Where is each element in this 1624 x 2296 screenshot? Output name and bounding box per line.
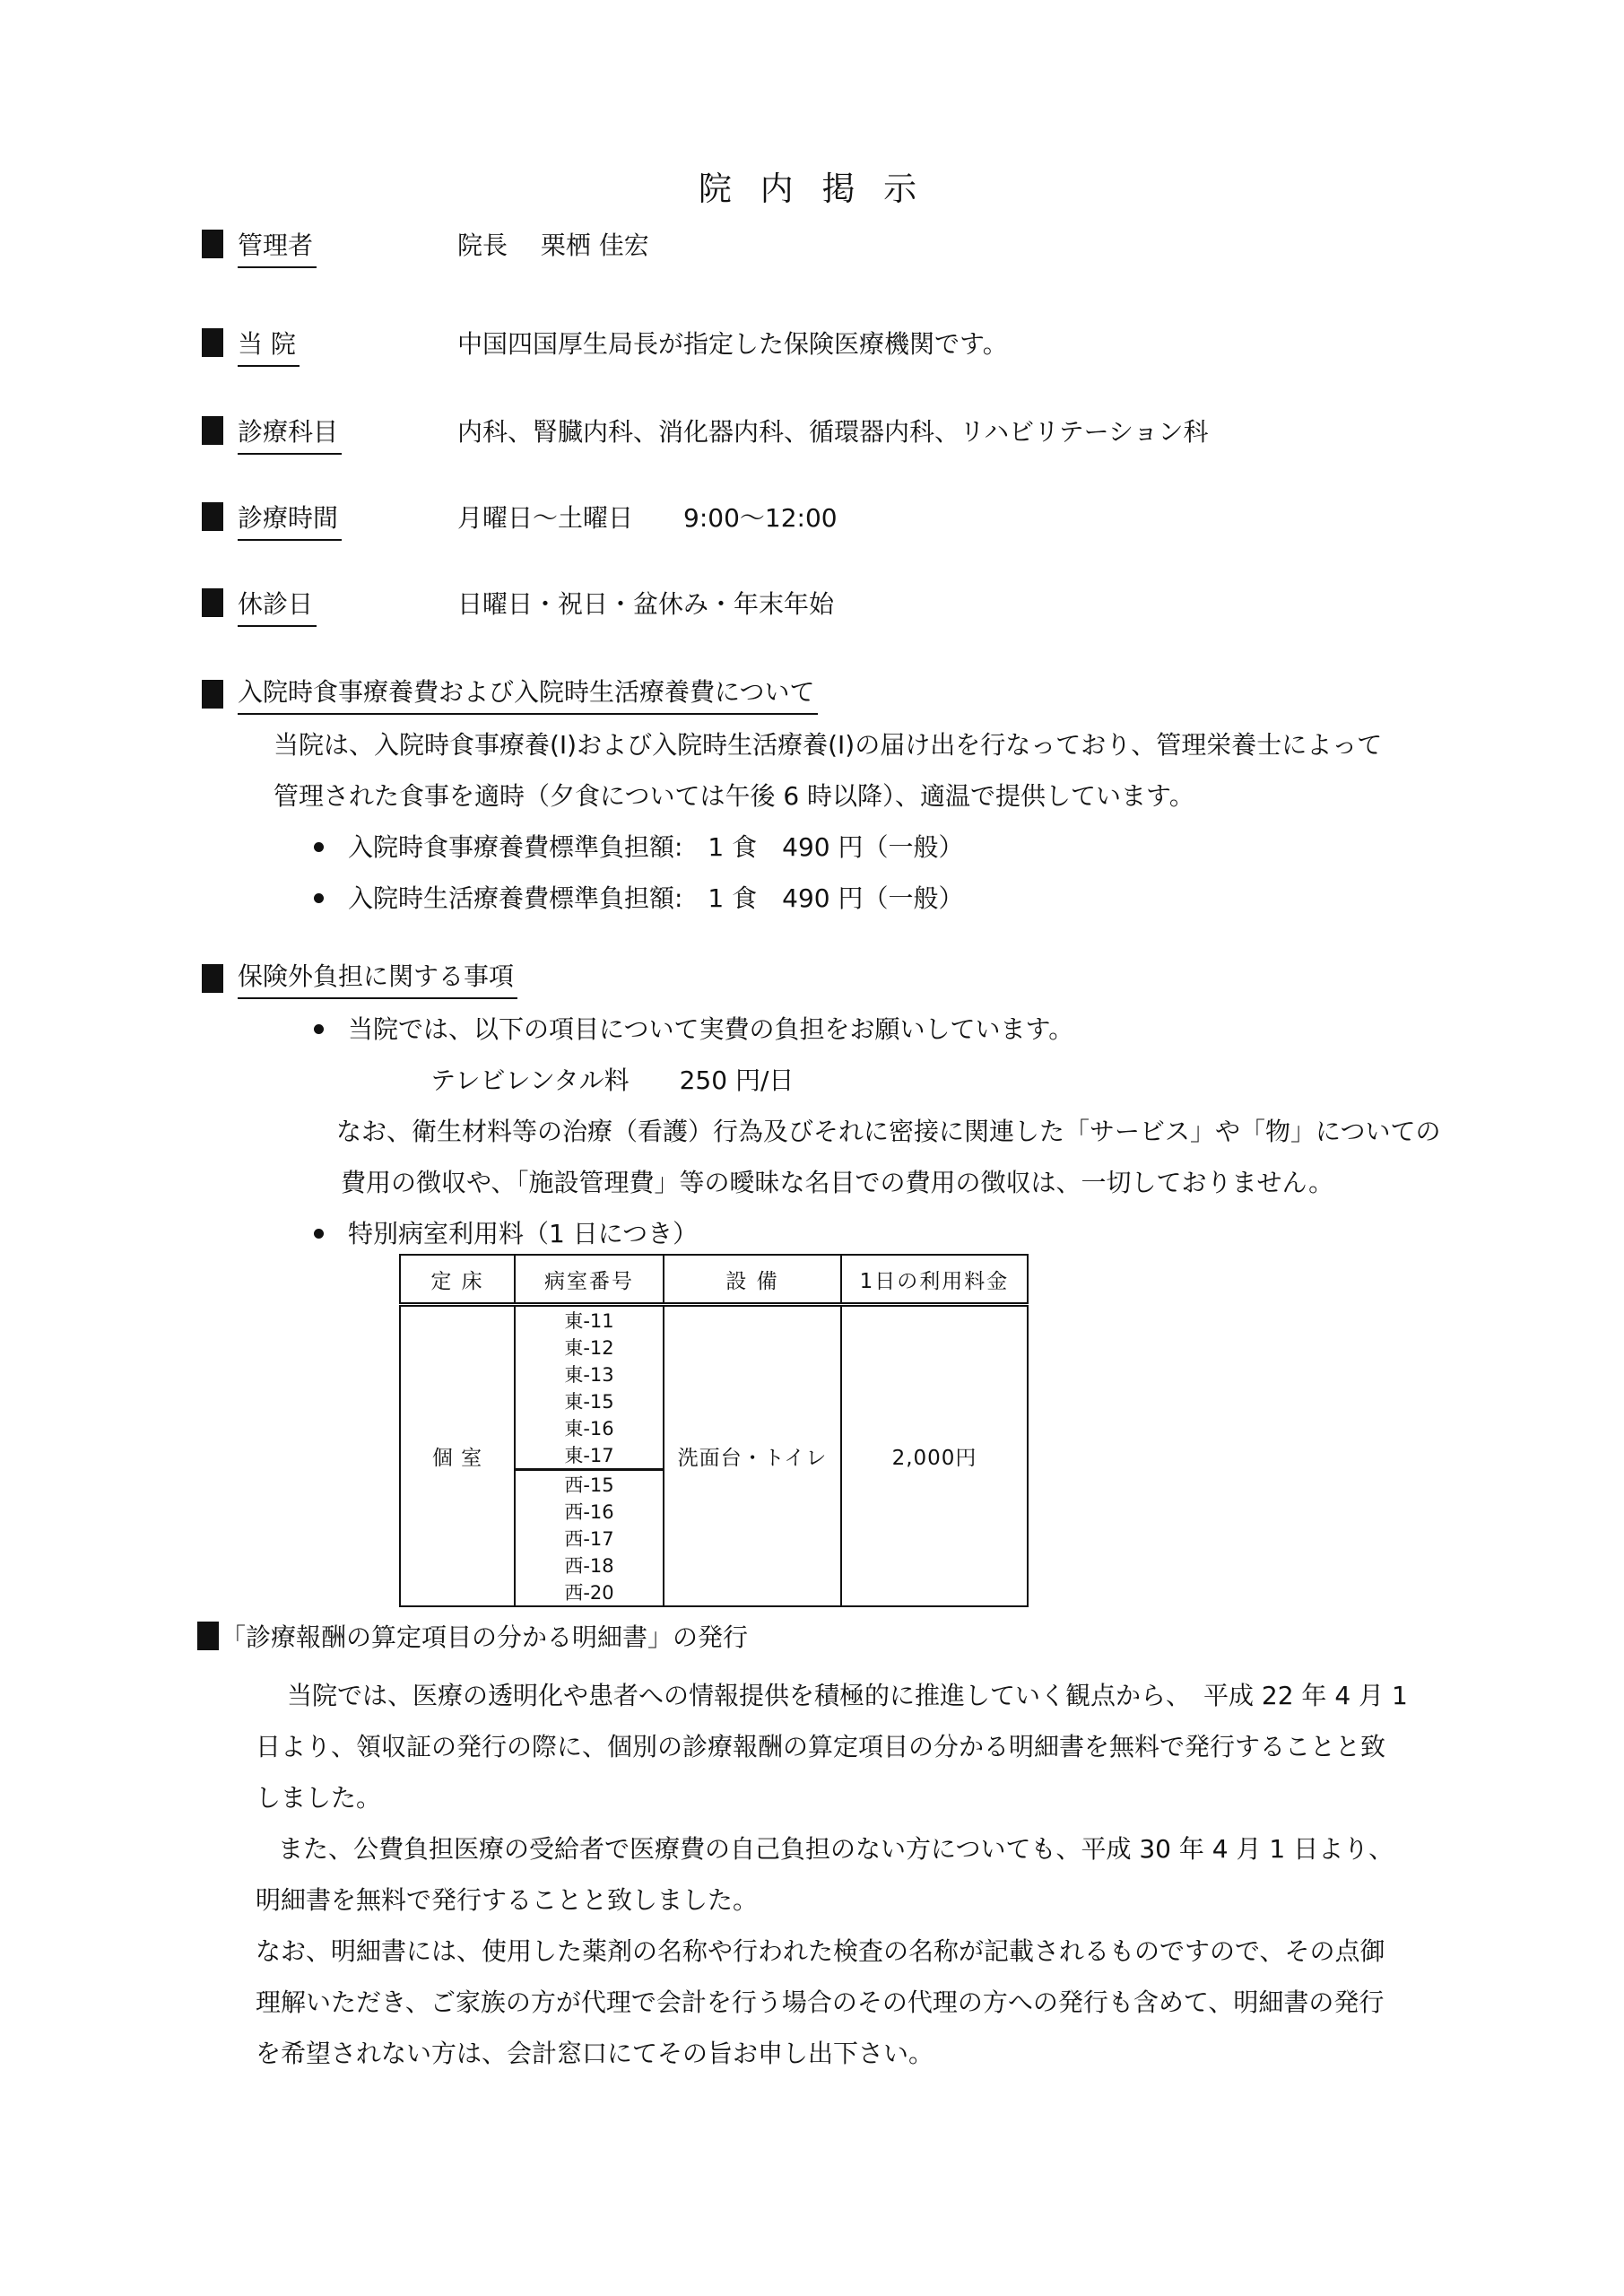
- square-bullet-icon: [202, 416, 223, 445]
- paragraph-line: なお、明細書には、使用した薬剤の名称や行われた検査の名称が記載されるものですので、その点御: [256, 1936, 1385, 1966]
- meal-fee-section: [202, 668, 1382, 924]
- paragraph-line: 管理された食事を適時（夕食については午後 6 時以降）、適温で提供しています。: [274, 781, 1194, 811]
- col-header-daily-fee: 1日の利用料金: [841, 1255, 1028, 1305]
- paragraph-line: 理解いただき、ご家族の方が代理で会計を行う場合のその代理の方への発行も含めて、明細書の発行: [256, 1987, 1385, 2017]
- page-title: 院 内 掲 示: [698, 170, 926, 208]
- square-bullet-icon: [202, 502, 223, 531]
- room-number-cell: 西-20: [515, 1578, 664, 1606]
- tv-rental-line: テレビレンタル料 250 円/日: [430, 1065, 795, 1095]
- bullet-dot-icon: [314, 842, 324, 852]
- paragraph-line: 当院は、入院時食事療養(I)および入院時生活療養(I)の届け出を行なっており、管理栄養士によって: [274, 730, 1383, 760]
- room-number-cell: 東-15: [515, 1387, 664, 1414]
- info-label: 診療科目: [238, 413, 457, 455]
- special-room-fee-table: [399, 1254, 1029, 1607]
- col-header-bed-type: 定 床: [400, 1255, 515, 1305]
- paragraph-line: また、公費負担医療の受給者で医療費の自己負担のない方についても、平成 30 年 4 月 1 日より、: [278, 1834, 1394, 1864]
- statement-section: [197, 1610, 1408, 2079]
- info-value: 中国四国厚生局長が指定した保険医療機関です。: [457, 329, 1008, 359]
- square-bullet-icon: [197, 1622, 219, 1650]
- room-number-cell: 東-16: [515, 1414, 664, 1441]
- paragraph-line: を希望されない方は、会計窓口にてその旨お申し出下さい。: [256, 2039, 934, 2068]
- square-bullet-icon: [202, 964, 223, 993]
- meal-fee-bullet: 入院時生活療養費標準負担額: 1 食 490 円（一般）: [202, 873, 1382, 924]
- daily-fee-cell: 2,000円: [841, 1305, 1028, 1607]
- paragraph-line: しました。: [256, 1783, 382, 1813]
- bullet-dot-icon: [314, 1229, 324, 1239]
- extra-fee-bullet: 当院では、以下の項目について実費の負担をお願いしています。: [202, 1004, 1440, 1055]
- extra-fee-heading: 保険外負担に関する事項: [202, 952, 1440, 1004]
- bullet-dot-icon: [314, 1024, 324, 1034]
- info-label: 管理者: [238, 226, 457, 268]
- info-row-hospital: [202, 325, 1547, 367]
- info-label: 当 院: [238, 325, 457, 367]
- room-number-cell: 西-17: [515, 1525, 664, 1552]
- square-bullet-icon: [202, 230, 223, 258]
- bed-type-cell: 個 室: [400, 1305, 515, 1607]
- info-row-manager: [202, 226, 1547, 268]
- info-row-hours: [202, 499, 1547, 541]
- extra-fee-section: [202, 952, 1440, 1259]
- info-value: 内科、腎臓内科、消化器内科、循環器内科、リハビリテーション科: [457, 417, 1209, 447]
- room-number-cell: 西-16: [515, 1498, 664, 1525]
- paragraph-line: 費用の徴収や、「施設管理費」等の曖昧な名目での費用の徴収は、一切しておりません。: [341, 1168, 1334, 1197]
- info-value: 院長 栗栖 佳宏: [457, 230, 649, 260]
- room-number-cell: 西-18: [515, 1552, 664, 1578]
- square-bullet-icon: [202, 328, 223, 357]
- paragraph-line: 日より、領収証の発行の際に、個別の診療報酬の算定項目の分かる明細書を無料で発行することと致: [256, 1732, 1386, 1761]
- room-number-cell: 西-15: [515, 1470, 664, 1499]
- table-header-row: [400, 1255, 1028, 1305]
- info-row-departments: [202, 413, 1547, 455]
- square-bullet-icon: [202, 680, 223, 709]
- info-value: 月曜日～土曜日 9:00～12:00: [457, 503, 838, 533]
- room-number-cell: 東-17: [515, 1441, 664, 1470]
- meal-fee-bullet: 入院時食事療養費標準負担額: 1 食 490 円（一般）: [202, 822, 1382, 873]
- col-header-facility: 設 備: [664, 1255, 841, 1305]
- room-number-cell: 東-11: [515, 1305, 664, 1335]
- statement-heading: 「診療報酬の算定項目の分かる明細書」の発行: [197, 1610, 1408, 1661]
- bullet-dot-icon: [314, 893, 324, 903]
- paragraph-line: 当院では、医療の透明化や患者への情報提供を積極的に推進していく観点から、 平成 22 年 4 月 1: [287, 1681, 1408, 1710]
- paragraph-line: 明細書を無料で発行することと致しました。: [256, 1885, 759, 1915]
- info-label: 休診日: [238, 585, 457, 627]
- table-row: [400, 1305, 1028, 1335]
- info-label: 診療時間: [238, 499, 457, 541]
- special-room-bullet: 特別病室利用料（1 日につき）: [202, 1208, 1440, 1259]
- info-value: 日曜日・祝日・盆休み・年末年始: [457, 589, 835, 619]
- facility-cell: 洗面台・トイレ: [664, 1305, 841, 1607]
- col-header-room-number: 病室番号: [515, 1255, 664, 1305]
- paragraph-line: なお、衛生材料等の治療（看護）行為及びそれに密接に関連した「サービス」や「物」についての: [336, 1117, 1441, 1146]
- square-bullet-icon: [202, 588, 223, 617]
- info-row-closed-days: [202, 585, 1547, 627]
- meal-fee-heading: 入院時食事療養費および入院時生活療養費について: [202, 668, 1382, 719]
- room-number-cell: 東-12: [515, 1334, 664, 1361]
- room-number-cell: 東-13: [515, 1361, 664, 1387]
